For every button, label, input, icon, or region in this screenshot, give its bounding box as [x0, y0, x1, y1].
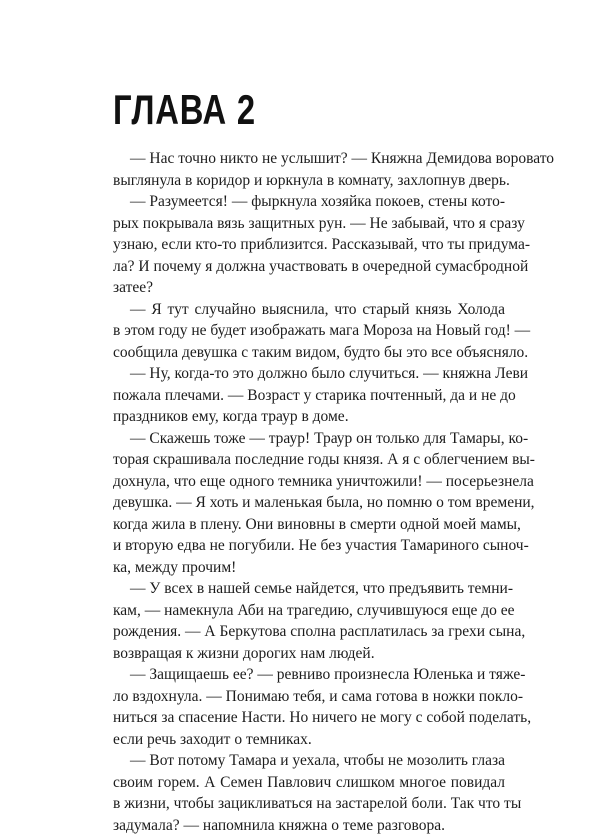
- text-line: возвращая к жизни дорогих нам людей.: [113, 643, 505, 665]
- text-line: — Скажешь тоже — траур! Траур он только для Тамары, ко-: [113, 428, 505, 450]
- body-text: [113, 148, 505, 836]
- text-line: если речь заходит о темниках.: [113, 729, 505, 751]
- text-line: — Нас точно никто не услышит? — Княжна Демидова воровато: [113, 148, 505, 170]
- text-line: рождения. — А Беркутова сполна расплатилась за грехи сына,: [113, 621, 505, 643]
- chapter-title: ГЛАВА 2: [113, 86, 256, 134]
- text-line: пожала плечами. — Возраст у старика почтенный, да и не до: [113, 385, 505, 407]
- text-line: задумала? — напомнила княжна о теме разговора.: [113, 815, 505, 836]
- text-line: — Вот потому Тамара и уехала, чтобы не мозолить глаза: [113, 750, 505, 772]
- text-line: ло вздохнула. — Понимаю тебя, и сама готова в ножки покло-: [113, 686, 505, 708]
- text-line: узнаю, если кто-то приблизится. Рассказывай, что ты придума-: [113, 234, 505, 256]
- text-line: рых покрывала вязь защитных рун. — Не забывай, что я сразу: [113, 213, 505, 235]
- text-line: ка, между прочим!: [113, 557, 505, 579]
- text-line: ла? И почему я должна участвовать в очередной сумасбродной: [113, 256, 505, 278]
- text-line: дохнула, что еще одного темника уничтожили! — посерьезнела: [113, 471, 505, 493]
- text-line: девушка. — Я хоть и маленькая была, но помню о том времени,: [113, 492, 505, 514]
- text-line: сообщила девушка с таким видом, будто бы это все объясняло.: [113, 342, 505, 364]
- text-line: торая скрашивала последние годы князя. А я с облегчением вы-: [113, 449, 505, 471]
- text-line: в этом году не будет изображать мага Мороза на Новый год! —: [113, 320, 505, 342]
- text-line: — Ну, когда-то это должно было случиться. — княжна Леви: [113, 363, 505, 385]
- text-line: своим горем. А Семен Павлович слишком многое повидал: [113, 772, 505, 794]
- text-line: кам, — намекнула Аби на трагедию, случившуюся еще до ее: [113, 600, 505, 622]
- text-line: выглянула в коридор и юркнула в комнату, захлопнув дверь.: [113, 170, 505, 192]
- text-line: затее?: [113, 277, 505, 299]
- text-line: и вторую едва не погубили. Не без участия Тамариного сыноч-: [113, 535, 505, 557]
- text-line: — У всех в нашей семье найдется, что предъявить темни-: [113, 578, 505, 600]
- text-line: ниться за спасение Насти. Но ничего не могу с собой поделать,: [113, 707, 505, 729]
- text-line: — Защищаешь ее? — ревниво произнесла Юленька и тяже-: [113, 664, 505, 686]
- text-line: — Я тут случайно выяснила, что старый князь Холода: [113, 299, 505, 321]
- text-line: когда жила в плену. Они виновны в смерти одной моей мамы,: [113, 514, 505, 536]
- text-line: праздников ему, когда траур в доме.: [113, 406, 505, 428]
- text-line: в жизни, чтобы зацикливаться на застарелой боли. Так что ты: [113, 793, 505, 815]
- text-line: — Разумеется! — фыркнула хозяйка покоев, стены кото-: [113, 191, 505, 213]
